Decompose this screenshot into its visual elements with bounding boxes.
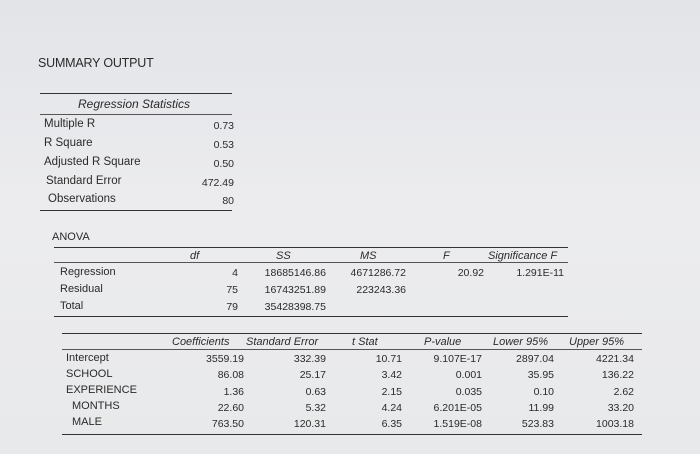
coef-header-upper-95: Upper 95% [569, 336, 625, 348]
anova-label-residual: Residual [60, 283, 103, 295]
coef-upper-months: 33.20 [607, 402, 634, 414]
coef-label-months: MONTHS [72, 400, 120, 412]
coef-se-intercept: 332.39 [293, 353, 326, 365]
regression-stats-header: Regression Statistics [78, 97, 191, 111]
anova-label-total: Total [60, 300, 84, 312]
coef-p-school: 0.001 [455, 369, 482, 381]
anova-df-residual: 75 [226, 284, 238, 296]
anova-header-significance-f: Significance F [488, 250, 558, 262]
coef-value-months: 22.60 [217, 402, 244, 414]
anova-ms-residual: 223243.36 [356, 284, 406, 296]
coef-se-months: 5.32 [305, 402, 326, 414]
anova-ss-total: 35428398.75 [264, 301, 326, 313]
coef-p-months: 6.201E-05 [433, 402, 482, 414]
anova-header-f: F [443, 250, 450, 262]
coef-t-school: 3.42 [381, 369, 402, 381]
coef-label-male: MALE [72, 416, 102, 428]
coef-se-experience: 0.63 [305, 386, 326, 398]
anova-header-df: df [190, 250, 200, 262]
coef-se-male: 120.31 [293, 418, 326, 430]
coef-p-intercept: 9.107E-17 [433, 353, 482, 365]
coef-top-rule [62, 333, 642, 334]
anova-ss-regression: 18685146.86 [264, 267, 326, 279]
coef-lower-intercept: 2897.04 [516, 353, 554, 365]
anova-header-ms: MS [360, 250, 377, 262]
stat-value-standard-error: 472.49 [201, 177, 234, 189]
coef-t-experience: 2.15 [381, 386, 402, 398]
coef-value-intercept: 3559.19 [206, 353, 244, 365]
coef-t-intercept: 10.71 [375, 353, 402, 365]
anova-df-regression: 4 [232, 267, 238, 279]
anova-f-regression: 20.92 [457, 267, 484, 279]
stat-label-adjusted-r-square: Adjusted R Square [44, 156, 141, 168]
coef-upper-school: 136.22 [601, 369, 634, 381]
stat-label-observations: Observations [48, 193, 116, 205]
anova-sig-regression: 1.291E-11 [516, 267, 564, 279]
coef-header-t-stat: t Stat [352, 336, 378, 348]
coef-t-male: 6.35 [381, 418, 402, 430]
coef-lower-school: 35.95 [527, 369, 554, 381]
coef-label-experience: EXPERIENCE [66, 384, 137, 396]
coef-lower-months: 11.99 [528, 402, 554, 414]
regression-stats-header-rule [40, 114, 232, 115]
coef-label-school: SCHOOL [66, 368, 113, 380]
stat-label-multiple-r: Multiple R [44, 118, 96, 130]
stat-value-multiple-r: 0.73 [213, 120, 234, 132]
stat-value-observations: 80 [222, 195, 234, 207]
coef-header-lower-95: Lower 95% [493, 336, 549, 348]
coef-lower-male: 523.83 [521, 418, 554, 430]
coef-upper-intercept: 4221.34 [596, 353, 634, 365]
coef-header-p-value: P-value [424, 336, 462, 348]
regression-stats-bottom-rule [40, 210, 232, 211]
anova-title: ANOVA [52, 231, 90, 243]
coef-upper-male: 1003.18 [596, 418, 634, 430]
anova-header-rule [54, 262, 568, 263]
anova-label-regression: Regression [60, 266, 116, 278]
stat-value-adjusted-r-square: 0.50 [213, 158, 234, 170]
coef-value-experience: 1.36 [223, 386, 244, 398]
stat-label-r-square: R Square [44, 137, 93, 149]
coef-label-intercept: Intercept [66, 352, 109, 364]
coef-header-rule [62, 349, 642, 350]
regression-stats-top-rule [40, 93, 232, 94]
summary-title: SUMMARY OUTPUT [38, 56, 154, 70]
stat-value-r-square: 0.53 [213, 139, 234, 151]
coef-value-male: 763.50 [211, 418, 244, 430]
anova-bottom-rule [54, 316, 568, 317]
coef-t-months: 4.24 [381, 402, 402, 414]
coef-lower-experience: 0.10 [533, 386, 554, 398]
anova-df-total: 79 [226, 301, 238, 313]
coef-value-school: 86.08 [217, 369, 244, 381]
coef-bottom-rule [62, 434, 642, 435]
coef-se-school: 25.17 [299, 369, 326, 381]
anova-ms-regression: 4671286.72 [350, 267, 406, 279]
coef-upper-experience: 2.62 [613, 386, 634, 398]
coef-header-coefficients: Coefficients [172, 336, 230, 348]
stat-label-standard-error: Standard Error [46, 175, 122, 187]
anova-top-rule [54, 247, 568, 248]
coef-p-experience: 0.035 [455, 386, 482, 398]
coef-header-standard-error: Standard Error [246, 336, 319, 348]
coef-p-male: 1.519E-08 [433, 418, 482, 430]
anova-ss-residual: 16743251.89 [264, 284, 326, 296]
anova-header-ss: SS [276, 250, 291, 262]
